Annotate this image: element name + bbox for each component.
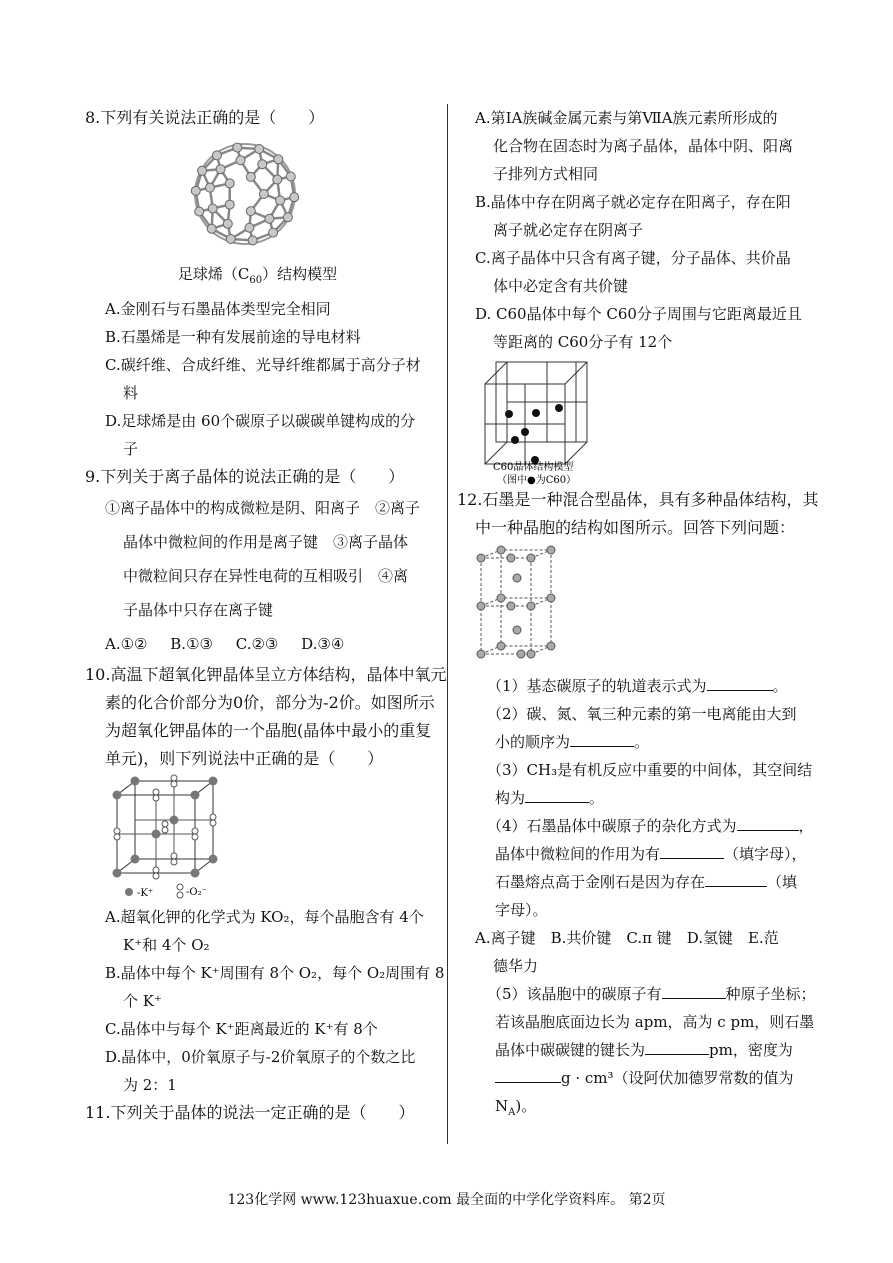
k-ion	[113, 869, 122, 878]
o2-ion	[162, 827, 168, 833]
q8-option-d-cont: 子	[123, 440, 139, 458]
fullerene-atom	[246, 207, 255, 216]
cube-edge	[565, 442, 587, 464]
fullerene-atom	[226, 235, 235, 244]
q11-option-c: C.离子晶体中只含有离子键，分子晶体、共价晶	[475, 249, 791, 267]
c60-molecule	[511, 436, 519, 444]
carbon-atom	[513, 626, 521, 634]
carbon-atom	[527, 650, 535, 658]
q10-stem-1: 10.高温下超氧化钾晶体呈立方体结构，晶体中氧元	[85, 665, 447, 684]
carbon-atom	[517, 650, 525, 658]
fullerene-atom	[225, 200, 234, 209]
carbon-atom	[513, 574, 521, 582]
q8-option-c: C.碳纤维、合成纤维、光导纤维都属于高分子材	[105, 356, 421, 374]
q12-part5a: （5）该晶胞中的碳原子有 种原子坐标；	[487, 985, 816, 1003]
answer-blank[interactable]	[570, 732, 634, 747]
q9-choice-d: D.③④	[301, 635, 345, 653]
q8-option-d: D.足球烯是由 60个碳原子以碳碳单键构成的分	[105, 412, 416, 430]
q11-option-a: A.第ⅠA族碱金属元素与第ⅦA族元素所形成的	[475, 109, 778, 127]
q8-option-c-cont: 料	[123, 384, 139, 402]
q12-choices-a: A.离子键 B.共价键 C.π 键 D.氢键 E.范	[475, 929, 779, 947]
q9-body-3: 中微粒间只存在异性电荷的互相吸引 ④离	[123, 567, 409, 585]
fullerene-atom	[283, 213, 292, 222]
k-legend: -K⁺	[137, 888, 154, 899]
k-ion	[191, 791, 200, 800]
o2-ion	[153, 789, 159, 795]
c60-molecule	[532, 409, 540, 417]
q12-part3b: 构为 。	[495, 789, 605, 807]
fullerene-atom	[269, 228, 278, 237]
fullerene-atom	[205, 183, 214, 192]
q8-caption: 足球烯$(C_{60})$结构模型	[177, 265, 338, 286]
q11-option-a-cont-1: 化合物在固态时为离子晶体，晶体中阴、阳离	[493, 137, 794, 155]
q10-option-b: B.晶体中每个 K⁺周围有 8个 O₂，每个 O₂周围有 8	[105, 964, 445, 982]
q8-stem: 8.下列有关说法正确的是（ ）	[85, 108, 325, 127]
carbon-atom	[477, 602, 485, 610]
q12-part4c: 石墨熔点高于金刚石是因为存在 （填	[495, 873, 798, 891]
fullerene-atom	[259, 190, 268, 199]
graphite-layer	[481, 598, 551, 606]
carbon-atom	[497, 546, 505, 554]
q11-stem: 11.下列关于晶体的说法一定正确的是（ ）	[85, 1103, 415, 1122]
k-ion	[209, 777, 218, 786]
answer-blank[interactable]	[737, 816, 799, 831]
q9-choice-c: C.②③	[235, 635, 279, 653]
q11-option-b-cont: 离子就必定存在阴离子	[493, 221, 644, 239]
answer-blank[interactable]	[495, 1068, 561, 1083]
q9-body-1: ①离子晶体中的构成微粒是阴、阳离子 ②离子	[105, 499, 421, 517]
q10-option-c: C.晶体中与每个 K⁺距离最近的 K⁺有 8个	[105, 1020, 378, 1038]
c60-molecule	[505, 410, 513, 418]
o2-ion	[153, 795, 159, 801]
q8-option-b: B.石墨烯是一种有发展前途的导电材料	[105, 328, 361, 346]
o2-ion	[171, 775, 177, 781]
c60-figure-caption-1: C60晶体结构模型	[493, 462, 574, 473]
carbon-atom	[497, 594, 505, 602]
fullerene-atom	[286, 172, 295, 181]
o2-ion	[192, 834, 198, 840]
q10-option-a-cont: K⁺和 4个 O₂	[123, 936, 210, 954]
q10-stem-3: 为超氧化钾晶体的一个晶胞(晶体中最小的重复	[105, 721, 432, 740]
c60-crystal-figure	[475, 356, 815, 486]
o2-legend-dot	[177, 884, 183, 890]
answer-blank[interactable]	[525, 788, 589, 803]
q12-part4a: （4）石墨晶体中碳原子的杂化方式为 ，	[487, 817, 814, 835]
fullerene-atom	[246, 172, 255, 181]
q8-option-a: A.金刚石与石墨晶体类型完全相同	[105, 300, 331, 318]
fullerene-atom	[276, 196, 285, 205]
q12-part1: （1）基态碳原子的轨道表示式为 。	[487, 677, 788, 695]
fullerene-atom	[248, 236, 257, 245]
o2-ion	[192, 828, 198, 834]
q9-stem: 9.下列关于离子晶体的说法正确的是（ ）	[85, 467, 405, 486]
fullerene-atom	[208, 204, 217, 213]
q9-body-4: 子晶体中只存在离子键	[123, 601, 274, 619]
q12-stem-2: 中一种晶胞的结构如图所示。回答下列问题：	[475, 518, 796, 537]
q11-option-b: B.晶体中存在阴离子就必定存在阳离子，存在阳	[475, 193, 791, 211]
o2-ion	[171, 781, 177, 787]
q12-choices-b: 德华力	[493, 957, 539, 975]
answer-blank[interactable]	[645, 1040, 709, 1055]
graphite-layer	[481, 550, 551, 558]
q10-stem-2: 素的化合价部分为0价，部分为-2价。如图所示	[105, 693, 435, 712]
o2-ion	[114, 834, 120, 840]
o2-ion	[171, 853, 177, 859]
cube-edge	[485, 442, 507, 464]
q9-choices	[85, 627, 440, 661]
k-ion	[131, 855, 140, 864]
answer-blank[interactable]	[660, 844, 724, 859]
q12-stem-1: 12.石墨是一种混合型晶体，具有多种晶体结构，其	[457, 490, 819, 509]
q12-part4d: 字母）。	[495, 901, 548, 919]
page-footer: 123化学网 www.123huaxue.com 最全面的中学化学资料库。 第2页	[227, 1192, 666, 1208]
carbon-atom	[507, 554, 515, 562]
carbon-atom	[477, 554, 485, 562]
fullerene-atom	[225, 179, 234, 188]
fullerene-atom	[273, 175, 282, 184]
q9-choice-a: A.①②	[105, 635, 148, 653]
left-column	[85, 104, 447, 1127]
carbon-atom	[477, 650, 485, 658]
fullerene-atom	[233, 143, 242, 152]
graphite-layer	[481, 646, 551, 654]
q11-option-c-cont: 体中必定含有共价键	[493, 277, 629, 295]
fullerene-atom	[191, 186, 200, 195]
q10-option-a: A.超氧化钾的化学式为 KO₂，每个晶胞含有 4个	[105, 908, 424, 926]
carbon-atom	[547, 594, 555, 602]
o2-ion	[114, 828, 120, 834]
answer-blank[interactable]	[662, 984, 726, 999]
fullerene-atom	[255, 144, 264, 153]
o2-ion	[153, 867, 159, 873]
q11-option-d: D. C60晶体中每个 C60分子周围与它距离最近且	[475, 305, 802, 323]
carbon-atom	[497, 642, 505, 650]
right-column	[457, 104, 819, 1127]
q10-option-d-cont: 为 2：1	[123, 1076, 177, 1094]
fullerene-atom	[216, 165, 225, 174]
q12-part3a: （3）CH₃是有机反应中重要的中间体，其空间结	[487, 761, 813, 779]
fullerene-atom	[258, 160, 267, 169]
carbon-atom	[507, 602, 515, 610]
c60-molecule	[555, 404, 563, 412]
fullerene-atom	[195, 207, 204, 216]
fullerene-atom	[290, 193, 299, 202]
fullerene-atom	[207, 224, 216, 233]
k-ion	[209, 855, 218, 864]
q11-option-a-cont-2: 子排列方式相同	[493, 165, 599, 183]
ko2-unit-cell-figure	[85, 773, 440, 903]
fullerene-atom	[212, 151, 221, 160]
k-ion	[113, 791, 122, 800]
q12-part5c: 晶体中碳碳键的键长为 pm，密度为	[495, 1041, 793, 1059]
q10-option-b-cont: 个 K⁺	[123, 992, 162, 1010]
q12-part2a: （2）碳、氮、氧三种元素的第一电离能由大到	[487, 705, 797, 723]
q12-part5e: $N_A$)。	[495, 1097, 537, 1118]
q10-stem-4: 单元)，则下列说法中正确的是（ ）	[105, 749, 384, 768]
carbon-atom	[547, 546, 555, 554]
q11-option-d-cont: 等距离的 C60分子有 12个	[493, 333, 673, 351]
fullerene-atom	[245, 223, 254, 232]
k-legend-dot	[125, 888, 133, 896]
answer-blank[interactable]	[707, 676, 773, 691]
column-divider	[447, 104, 448, 1144]
c60-molecule	[521, 428, 529, 436]
c60-figure-caption-2: （图中●为C60）	[497, 475, 577, 486]
o2-ion	[171, 859, 177, 865]
k-ion	[131, 777, 140, 786]
k-ion	[152, 830, 161, 839]
fullerene-atom	[198, 166, 207, 175]
carbon-atom	[547, 642, 555, 650]
answer-blank[interactable]	[705, 872, 767, 887]
k-ion	[191, 869, 200, 878]
q12-part5d: g · cm³（设阿伏加德罗常数的值为	[475, 1064, 815, 1092]
o2-ion	[210, 820, 216, 826]
graphite-cell-figure	[475, 542, 815, 672]
q9-choice-b: B.①③	[170, 635, 213, 653]
o2-ion	[162, 821, 168, 827]
o2-legend: -O₂⁻	[186, 887, 207, 898]
carbon-atom	[527, 554, 535, 562]
fullerene-atom	[236, 156, 245, 165]
fullerene-atom	[265, 214, 274, 223]
q12-part2b: 小的顺序为 。	[495, 733, 650, 751]
fullerene-atom	[274, 155, 283, 164]
q12-part5b: 若该晶胞底面边长为 apm，高为 c pm，则石墨	[495, 1013, 815, 1031]
fullerene-figure	[85, 132, 440, 260]
q12-part4b: 晶体中微粒间的作用为有 （填字母），	[495, 845, 807, 863]
k-ion	[170, 816, 179, 825]
q9-body-2: 晶体中微粒间的作用是离子键 ③离子晶体	[123, 533, 409, 551]
carbon-atom	[527, 602, 535, 610]
o2-ion	[210, 814, 216, 820]
q10-option-d: D.晶体中，0价氧原子与-2价氧原子的个数之比	[105, 1048, 416, 1066]
fullerene-atom	[223, 219, 232, 228]
o2-ion	[153, 873, 159, 879]
